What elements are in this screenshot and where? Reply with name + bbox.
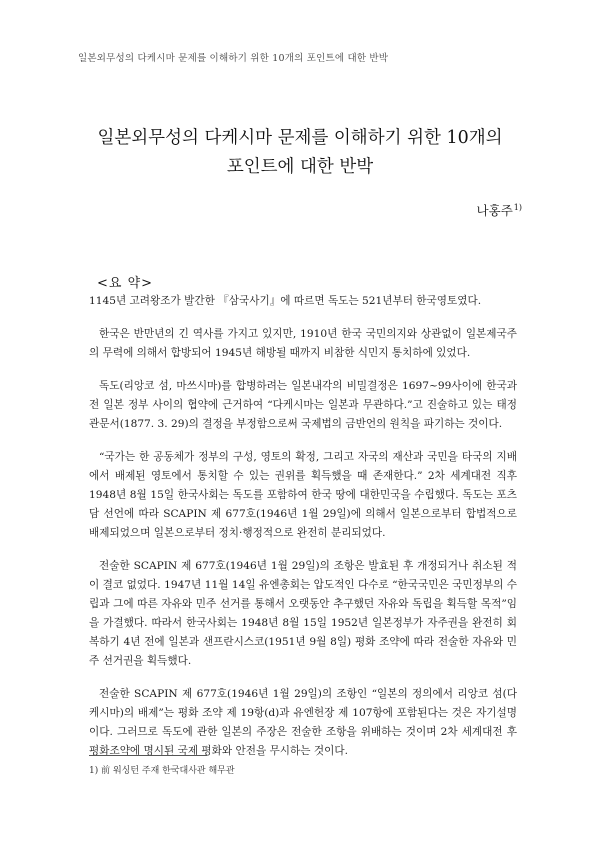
paragraph-4: “국가는 한 공동체가 정부의 구성, 영토의 확정, 그리고 자국의 재산과 국민을 타국의 지배에서 배제된 영토에서 통치할 수 있는 권위를 획득했을 때 존재한다.” 2차 세계대전 직후 1948년 8월 15일 한국사회는 독도를 포함하여 한국 땅에 대한민국을 수립했다. 독도는 포츠담 선언에 따라 SCAPIN 제 677호(1946년 1월 29일)에 의해서 일본으로부터 합법적으로 배제되었으며 일본으로부터 정치·행정적으로 완전히 분리되었다. — [89, 451, 517, 539]
author-text: 나홍주 — [476, 203, 513, 218]
section-heading-summary: <요 약> — [97, 276, 154, 291]
paragraph-3: 독도(리앙코 섬, 마쓰시마)를 합병하려는 일본내각의 비밀결정은 1697~99사이에 한국과 전 일본 정부 사이의 협약에 근거하여 “다케시마는 일본과 무관하다.”고 진술하고 있는 태정관문서(1877. 3. 29)의 결정을 부정함으로써 국제법의 금반언의 원칙을 파기하는 것이다. — [89, 380, 517, 430]
author-name — [477, 201, 522, 219]
footnote: 1) 前 워싱턴 주재 한국대사관 해무관 — [89, 766, 235, 776]
document-title — [0, 124, 600, 182]
title-line-1: 일본외무성의 다케시마 문제를 이해하기 위한 10개의 — [97, 128, 503, 148]
title-line-2: 포인트에 대한 반박 — [226, 157, 374, 177]
footnote-divider — [89, 755, 207, 756]
footnote-reference: 1) — [513, 203, 522, 212]
paragraph-1: 1145년 고려왕조가 발간한 『삼국사기』에 따르면 독도는 521년부터 한국영토였다. — [89, 295, 482, 307]
running-header: 일본외무성의 다케시마 문제를 이해하기 위한 10개의 포인트에 대한 반박 — [78, 53, 389, 64]
paragraph-6: 전술한 SCAPIN 제 677호(1946년 1월 29일)의 조항인 “일본의 정의에서 리앙코 섬(다케시마)의 배제”는 평화 조약 제 19항(d)과 유엔헌장 제 107항에 포함된다는 것은 자기설명이다. 그러므로 독도에 관한 일본의 주장은 전술한 조항을 위배하는 것이며 2차 세계대전 후 평화조약에 명시된 국제 평화와 안전을 무시하는 것이다. — [89, 688, 517, 757]
paragraph-2: 한국은 반만년의 긴 역사를 가지고 있지만, 1910년 한국 국민의지와 상관없이 일본제국주의 무력에 의해서 합방되어 1945년 해방될 때까지 비참한 식민지 통치하에 있었다. — [89, 328, 517, 359]
paragraph-5: 전술한 SCAPIN 제 677호(1946년 1월 29일)의 조항은 발효된 후 개정되거나 취소된 적이 결코 없었다. 1947년 11월 14일 유엔총회는 압도적인 다수로 “한국국민은 국민정부의 수립과 그에 따른 자유와 민주 선거를 통해서 오랫동안 추구했던 자유와 독립을 획득할 목적”임을 가결했다. 따라서 한국사회는 1948년 8월 15일 1952년 일본정부가 자주권을 완전히 회복하기 4년 전에 일본과 샌프란시스코(1951년 9월 8일) 평화 조약에 따라 전술한 자유와 민주 선거권을 획득했다. — [89, 560, 517, 667]
summary-body — [89, 292, 517, 775]
